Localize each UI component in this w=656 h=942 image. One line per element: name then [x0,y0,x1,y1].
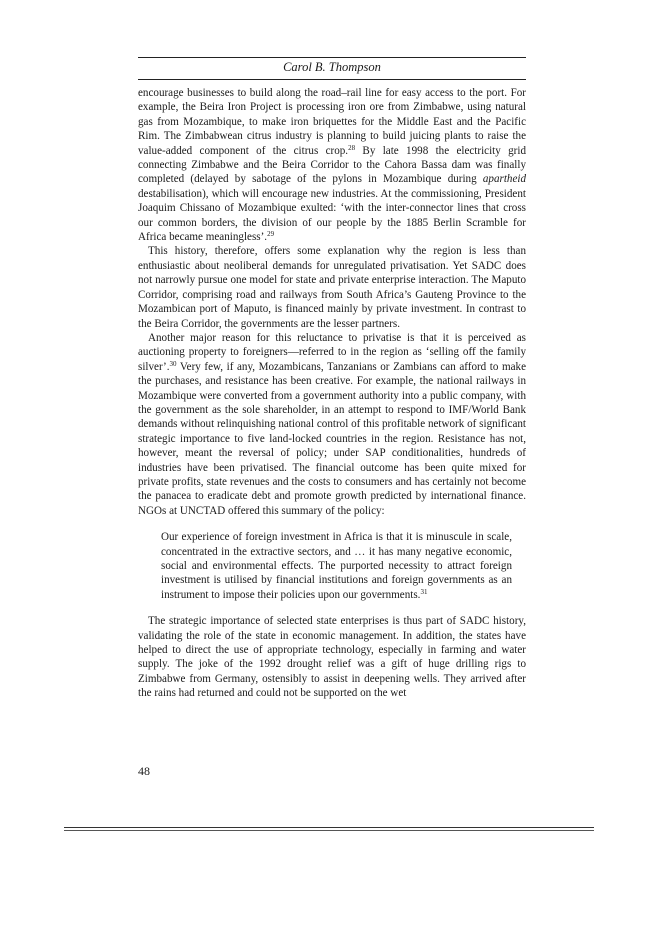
footnote-marker: 30 [169,359,177,368]
top-rule [138,57,526,58]
footnote-marker: 29 [267,230,275,239]
paragraph-2: This history, therefore, offers some explanation why the region is less than enthusiastic about neoliberal demands for unregulated privatisation. Yet SADC does not narrowly pursue one model for state and private enterprise interaction. The Maputo Corridor, comprising road and railways from South Africa’s Gauteng Province to the Mozambican port of Maputo, is financed mainly by private investment. In contrast to the Beira Corridor, the governments are the lesser partners. [138,245,526,330]
footnote-marker: 31 [420,587,428,596]
paragraph-1: encourage businesses to build along the road–rail line for easy access to the port. For example, the Beira Iron Project is processing iron ore from Zimbabwe, using natural gas from Mozambique, to make iron briquettes for the Middle East and the Pacific Rim. The Zimbabwean citrus industry is planning to build juicing plants to raise the value-added component of the citrus crop.$^{28}$ By late 1998 the electricity grid connecting Zimbabwe and the Beira Corridor to the Cahora Bassa dam was finally completed (delayed by sabotage of the pylons in Mozambique during apartheid destabilisation), which will encourage new industries. At the commissioning, President Joaquim Chissano of Mozambique exulted: ‘with the inter-connector lines that cross our common borders, the division of our people by the 1885 Berlin Scramble for Africa became meaningless’.$^{29}$ [138,87,527,244]
bottom-rule [64,827,594,828]
footnote-marker: 28 [348,143,356,152]
body-text [138,86,526,701]
running-head: Carol B. Thompson [283,60,381,74]
emphasis: apartheid [482,173,526,186]
page-number: 48 [138,764,150,778]
paragraph-4: The strategic importance of selected state enterprises is thus part of SADC history, validating the role of the state in economic management. In addition, the states have helped to direct the use of appropriate technology, especially in farming and water supply. The joke of the 1992 drought relief was a gift of huge drilling rigs to Zimbabwe from Germany, ostensibly to assist in deepening wells. They arrived after the rains had returned and could not be supported on the wet [138,615,526,700]
block-quote: Our experience of foreign investment in Africa is that it is minuscule in scale, concentrated in the extractive sectors, and … it has many negative economic, social and environmental effects. The purported necessity to attract foreign investment is utilised by financial institutions and foreign governments as an instrument to impose their policies upon our governments.$^{31}$ [161,531,512,601]
paragraph-3: Another major reason for this reluctance to privatise is that it is perceived as auctioning property to foreigners—referred to in the region as ‘selling off the family silver’.$^{30}$ Very few, if any, Mozambicans, Tanzanians or Zambians can afford to make the purchases, and resistance has been creative. For example, the national railways in Mozambique were converted from a government authority into a public company, with the government as the sole shareholder, in an attempt to respond to IMF/World Bank demands without relinquishing national control of this profitable network of significant strategic importance to five land-locked countries in the region. Resistance has not, however, meant the reversal of policy; under SAP conditionalities, hundreds of industries have been privatised. The financial outcome has been quite mixed for private profits, state revenues and the costs to consumers and has certainly not become the panacea to eradicate debt and promote growth predicted by international finance. NGOs at UNCTAD offered this summary of the policy: [138,331,526,517]
bottom-rule-secondary [64,830,594,831]
header-rule [138,79,526,80]
